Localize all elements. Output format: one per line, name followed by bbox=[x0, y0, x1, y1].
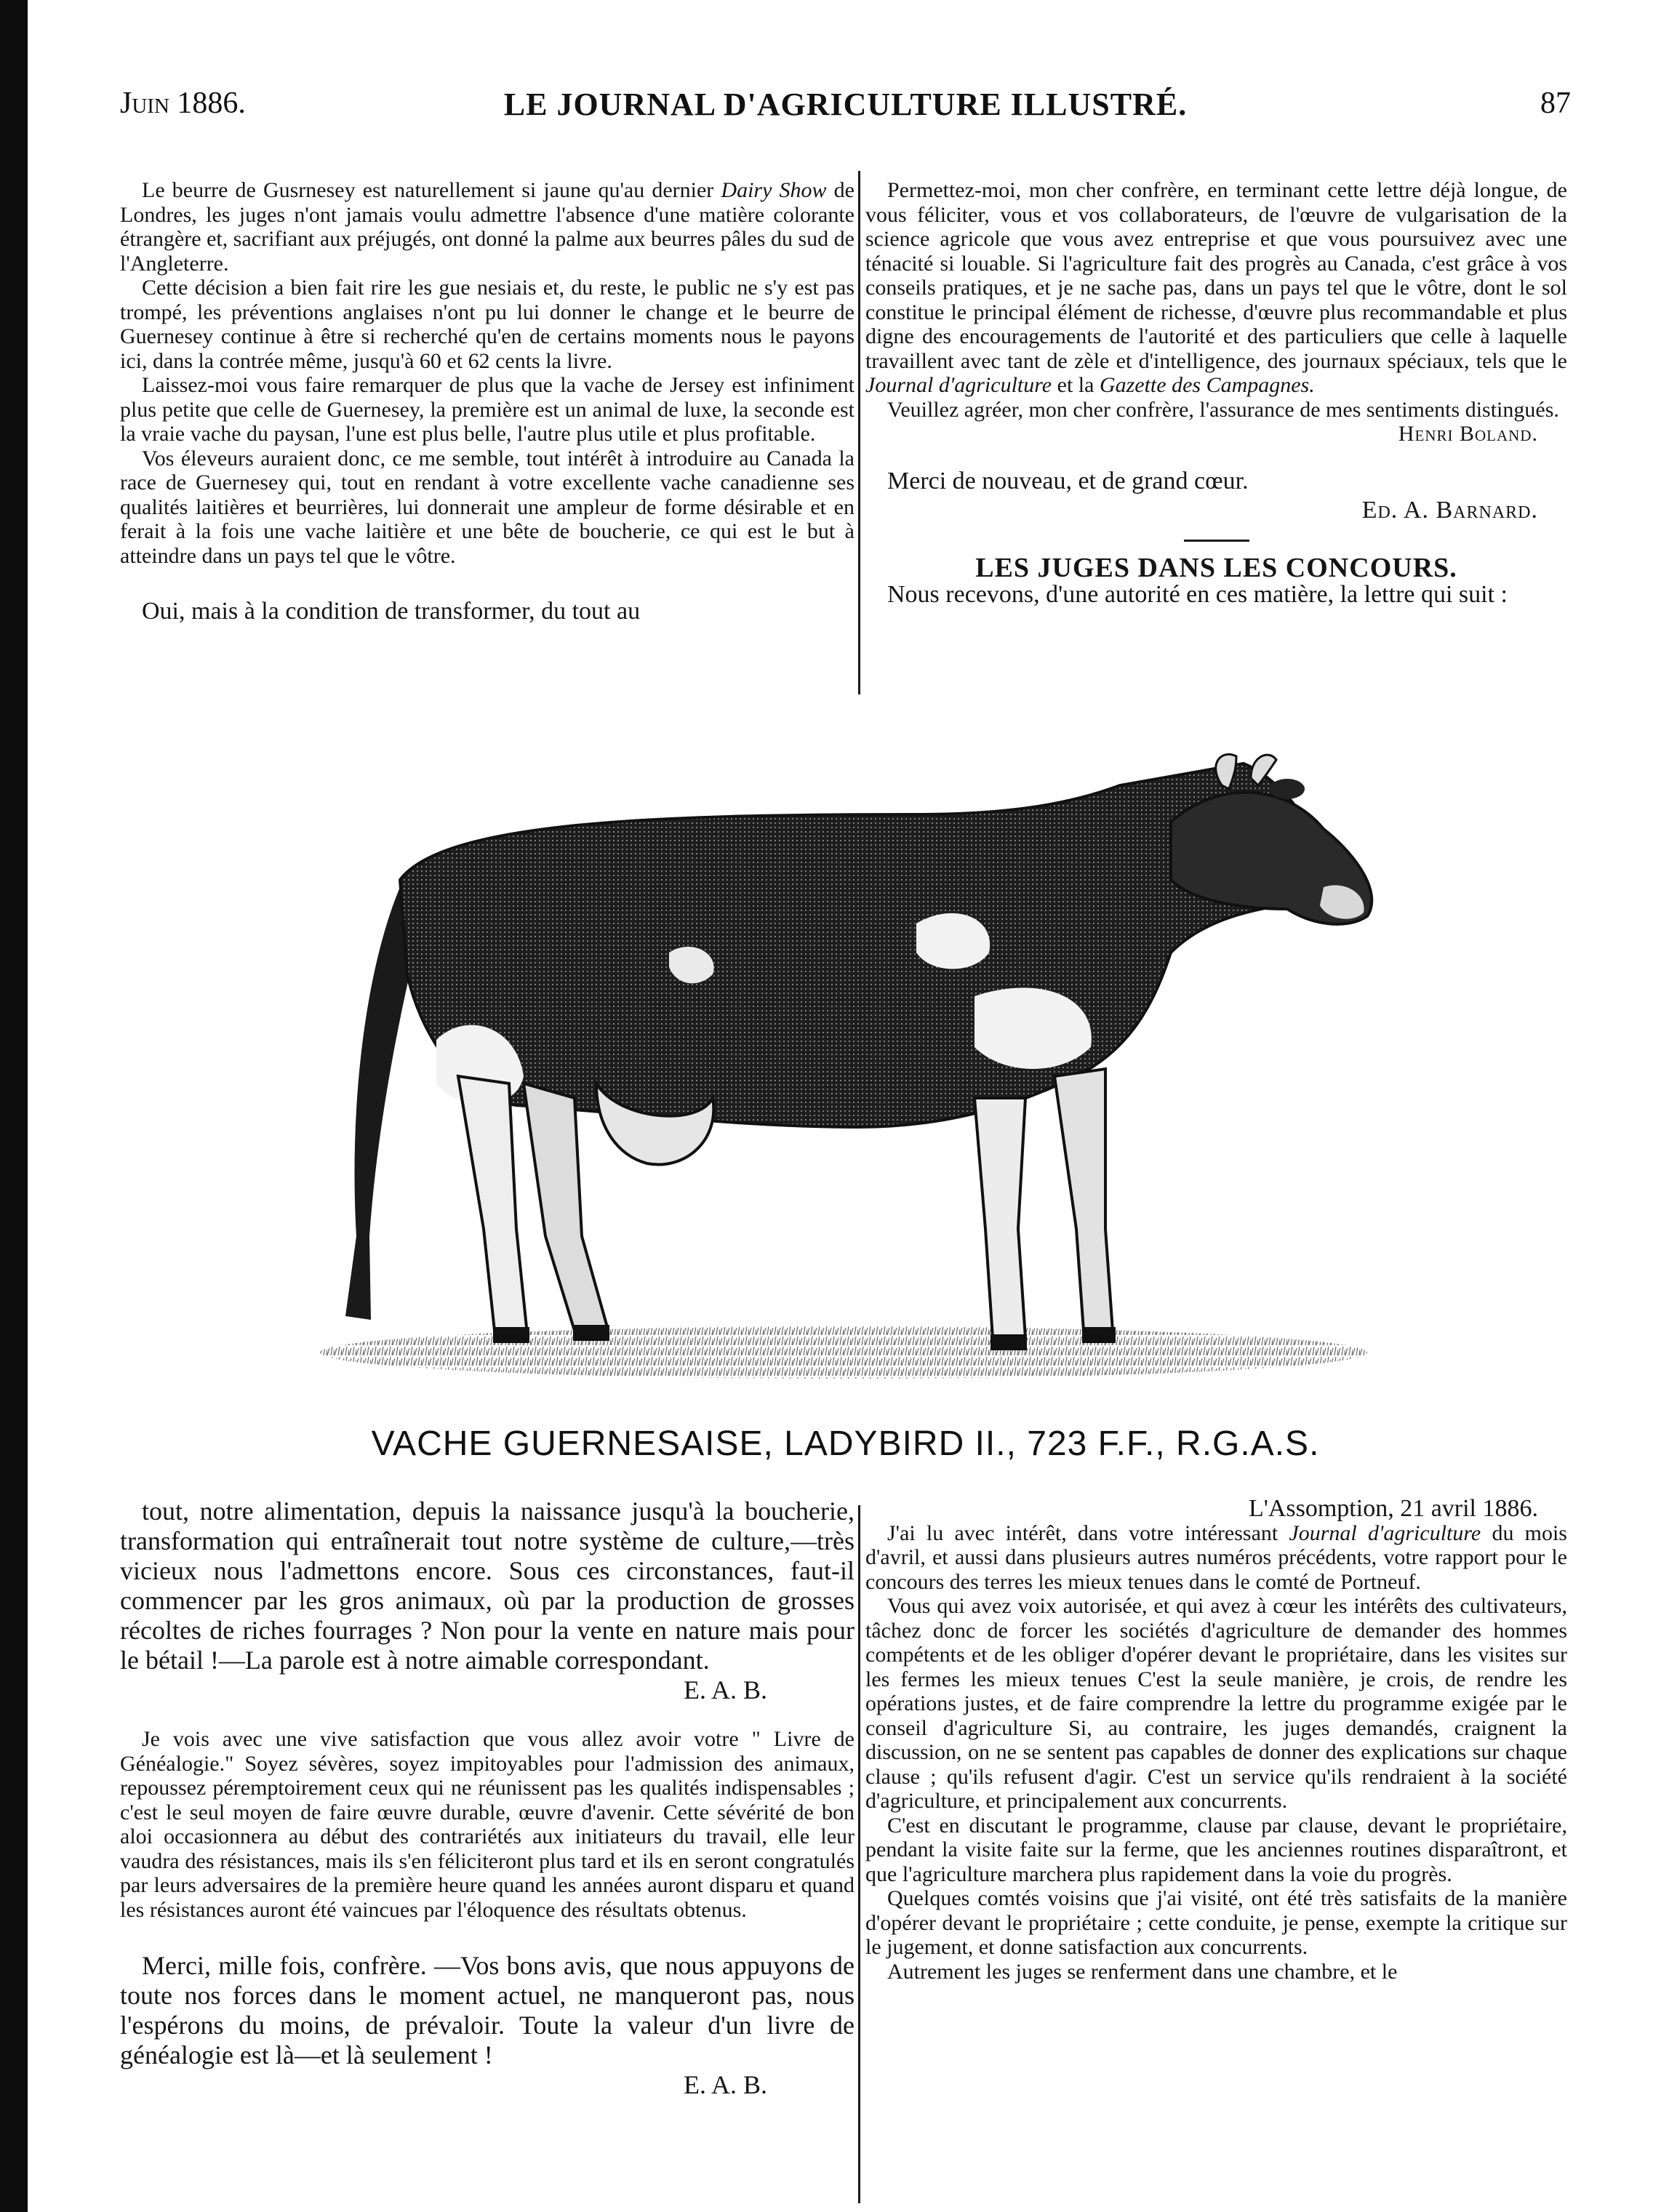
column-divider bbox=[858, 171, 860, 694]
signature: Henri Boland. bbox=[1398, 422, 1538, 446]
scan-edge bbox=[0, 0, 28, 2212]
column-top-right bbox=[865, 178, 1567, 609]
cow-illustration bbox=[276, 734, 1411, 1389]
paragraph: Veuillez agréer, mon cher confrère, l'assurance de mes sentiments distingués. bbox=[887, 397, 1559, 422]
paragraph: Je vois avec une vive satisfaction que vous allez avoir votre " Livre de Généalogie." Soyez sévères, soyez impitoyables pour l'admission des animaux, repoussez péremptoirement ceux qui ne réunissent pas les qualités indispensables ; c'est le seul moyen de faire œuvre durable, œuvre d'avenir. Cette sévérité de bon aloi occasionnera au début des contrariétés aux initiateurs du travail, elle leur vaudra des résistances, mais ils s'en féliciteront plus tard et ils en seront congratulés par leurs adversaires de la première heure quand les années auront disparu et quand les résistances auront été vaincues par l'éloquence des résultats obtenus. bbox=[120, 1727, 854, 1922]
ground bbox=[320, 1326, 1367, 1379]
page-number: 87 bbox=[1540, 87, 1571, 120]
signature: E. A. B. bbox=[683, 1675, 767, 1704]
paragraph: C'est en discutant le programme, clause par clause, devant le propriétaire, pendant la visite faite sur la ferme, que les anciennes routines disparaîtront, et que l'agriculture marchera plus rapidement dans la voie du progrès. bbox=[865, 1813, 1567, 1886]
column-divider bbox=[858, 1505, 860, 2203]
paragraph: Vous qui avez voix autorisée, et qui avez à cœur les intérêts des cultivateurs, tâchez donc de forcer les sociétés d'agriculture de demander des hommes compétents et de les obliger d'opérer devant le propriétaire, dans les visites sur les fermes les mieux tenues C'est la seule manière, je crois, de rendre les opérations justes, et de faire comprendre la lettre du programme exigée par le conseil d'agriculture Si, au contraire, les juges demandés, craignent la discussion, on ne se sentent pas capables de donner des explications sur chaque clause ; qu'ils refusent d'agir. C'est un service qu'ils rendraient à la société d'agriculture, et principalement aux concurrents. bbox=[865, 1594, 1567, 1813]
signature: Ed. A. Barnard. bbox=[1361, 496, 1538, 524]
paragraph: Autrement les juges se renferment dans une chambre, et le bbox=[887, 1959, 1398, 1984]
dateline: L'Assomption, 21 avril 1886. bbox=[1248, 1495, 1538, 1522]
paragraph: J'ai lu avec intérêt, dans votre intéressant Journal d'agriculture du mois d'avril, et aussi dans plusieurs autres numéros précédents, votre rapport pour le concours des terres les mieux tenues dans le comté de Portneuf. bbox=[865, 1520, 1567, 1594]
signature: E. A. B. bbox=[683, 2070, 767, 2099]
paragraph: Le beurre de Gusrnesey est naturellement si jaune qu'au dernier Dairy Show de Londres, les juges n'ont jamais voulu admettre l'absence d'une matière colorante étrangère et, sacrifiant aux préjugés, ont donné la palme aux beurres pâles du sud de l'Angleterre. bbox=[120, 178, 854, 276]
journal-title: LE JOURNAL D'AGRICULTURE ILLUSTRÉ. bbox=[503, 87, 1188, 122]
column-bottom-left bbox=[120, 1496, 854, 2100]
paragraph: Permettez-moi, mon cher confrère, en terminant cette lettre déjà longue, de vous féliciter, vous et vos collaborateurs, de l'œuvre de vulgarisation de la science agricole que vous avez entreprise et que vous poursuivez avec une ténacité si louable. Si l'agriculture fait des progrès au Canada, c'est grâce à vos conseils pratiques, et je ne sache pas, dans un pays tel que le vôtre, dont le sol constitue le principal élément de richesse, d'œuvre plus recommandable et plus digne des encouragements de l'autorité et des particuliers que celle à laquelle travaillent avec tant de zèle et d'intelligence, des journaux spéciaux, tels que le Journal d'agriculture et la Gazette des Campagnes. bbox=[865, 178, 1567, 397]
column-top-left bbox=[120, 178, 854, 626]
paragraph: Vos éleveurs auraient donc, ce me semble, tout intérêt à introduire au Canada la race de Guernesey qui, tout en rendant à votre excellente vache canadienne ses qualités laitières et beurrières, lui donnerait une ampleur de forme désirable et en ferait à la fois une vache laitière et une bête de boucherie, ce qui est le but à atteindre dans un pays tel que le vôtre. bbox=[120, 446, 854, 568]
paragraph: tout, notre alimentation, depuis la naissance jusqu'à la boucherie, transformation qui entraînerait tout notre système de culture,—très vicieux nous l'admettons encore. Sous ces circonstances, faut-il commencer par les gros animaux, où par la production de grosses récoltes de riches fourrages ? Non pour la vente en nature mais pour le bétail !—La parole est à notre aimable correspondant. bbox=[120, 1496, 854, 1675]
paragraph: Merci de nouveau, et de grand cœur. bbox=[887, 467, 1249, 494]
section-rule bbox=[1184, 540, 1249, 542]
paragraph: Merci, mille fois, confrère. —Vos bons avis, que nous appuyons de toute nos forces dans le moment actuel, ne manqueront pas, nous l'espérons du moins, de prévaloir. Toute la valeur d'un livre de généalogie est là—et là seulement ! bbox=[120, 1951, 854, 2069]
paragraph: Cette décision a bien fait rire les gue nesiais et, du reste, le public ne s'y est pas trompé, les préventions anglaises n'ont pu lui donner le change et le beurre de Guernesey continue à être si recherché qu'en de certains moments nous le payons ici, dans la contrée même, jusqu'à 60 et 62 cents la livre. bbox=[120, 276, 854, 373]
issue-date: Juin 1886. bbox=[120, 87, 246, 120]
running-header bbox=[120, 86, 1571, 129]
paragraph: Nous recevons, d'une autorité en ces matière, la lettre qui suit : bbox=[887, 581, 1508, 608]
paragraph: Oui, mais à la condition de transformer, du tout au bbox=[142, 598, 641, 625]
paragraph: Laissez-moi vous faire remarquer de plus que la vache de Jersey est infiniment plus petite que celle de Guernesey, la première est un animal de luxe, la seconde est la vraie vache du paysan, l'une est plus belle, l'autre plus utile et plus profitable. bbox=[120, 373, 854, 446]
figure-caption: VACHE GUERNESAISE, LADYBIRD II., 723 F.F., R.G.A.S. bbox=[371, 1424, 1320, 1463]
section-heading: LES JUGES DANS LES CONCOURS. bbox=[975, 552, 1457, 583]
paragraph: Quelques comtés voisins que j'ai visité, ont été très satisfaits de la manière d'opérer devant le propriétaire ; cette conduite, je pense, exempte la critique sur le jugement, et donne satisfaction aux concurrents. bbox=[865, 1886, 1567, 1959]
column-bottom-right bbox=[865, 1496, 1567, 1984]
